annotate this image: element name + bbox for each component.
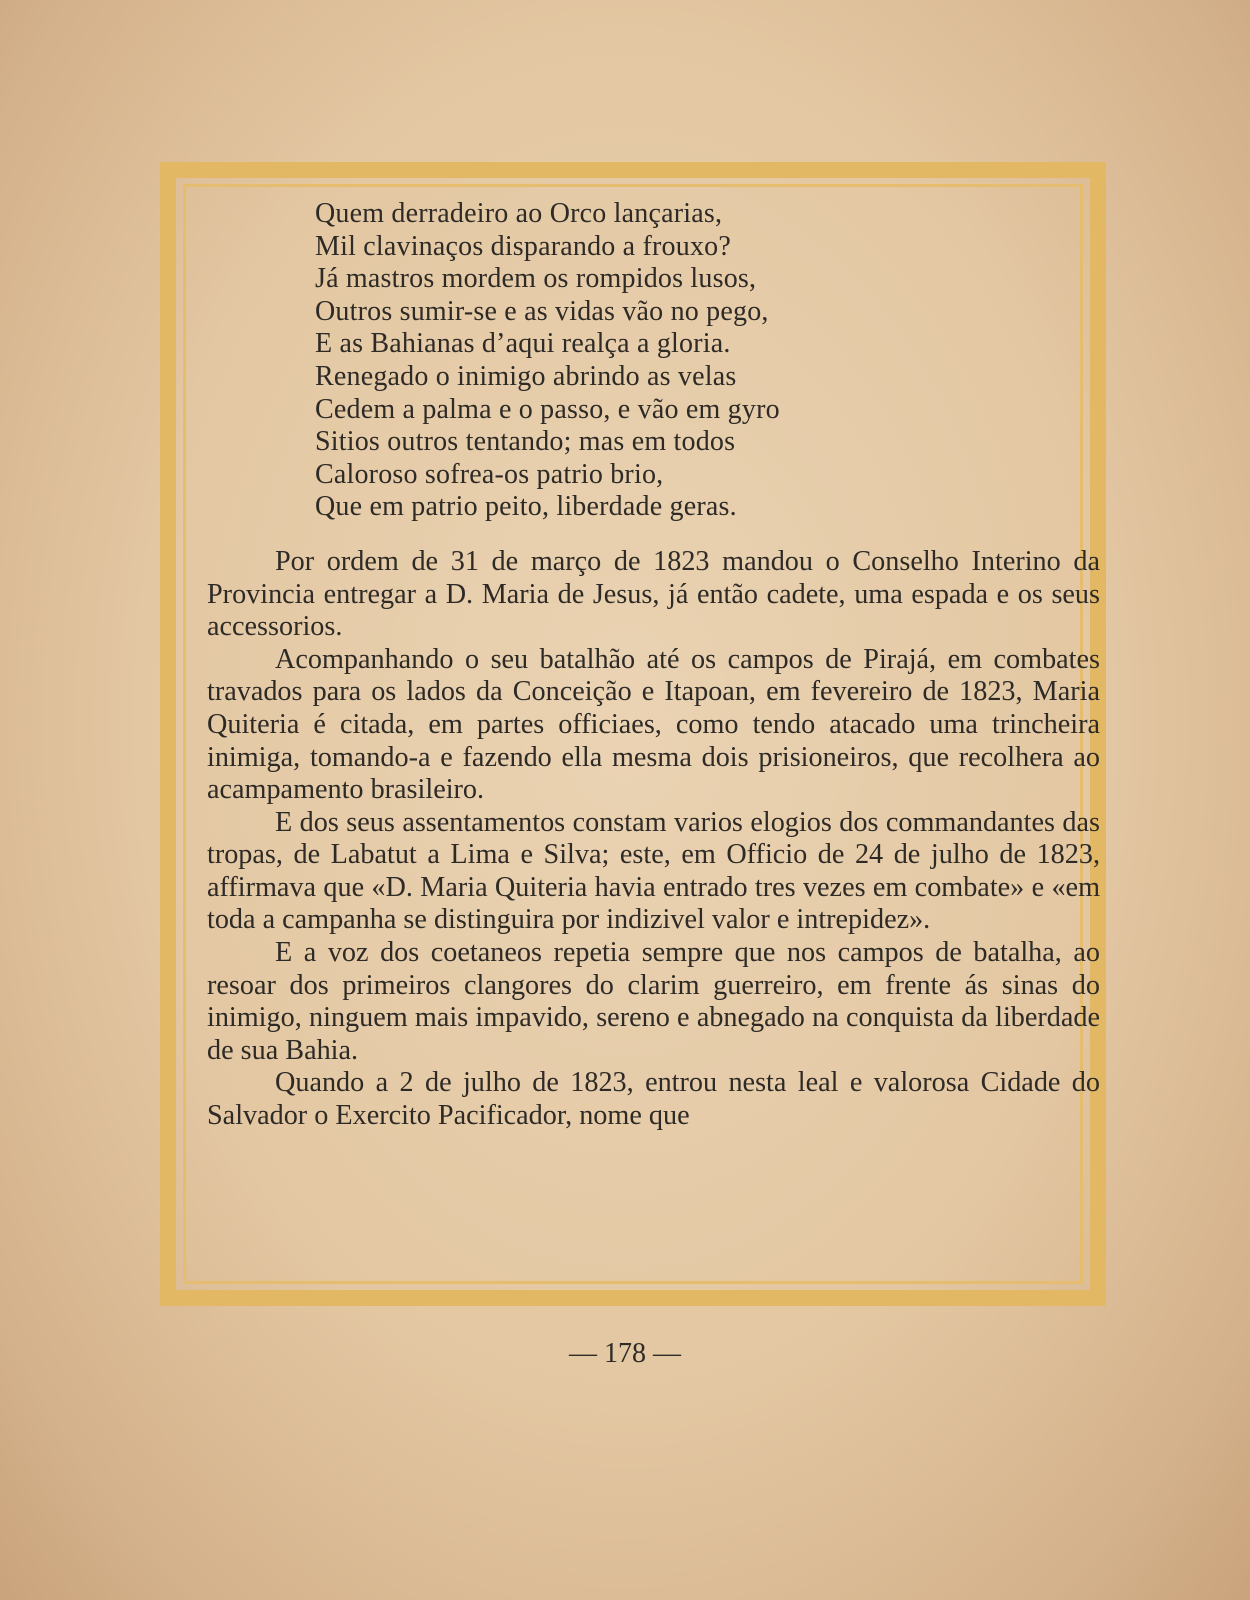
poem-line: Cedem a palma e o passo, e vão em gyro [315, 393, 780, 425]
poem-line: Outros sumir-se e as vidas vão no pego, [315, 295, 769, 327]
paragraph: Acompanhando o seu batalhão até os campos de Pirajá, em combates travados para os lados da Conceição e Itapoan, em fevereiro de 1823, Maria Quiteria é citada, em partes officiaes, como tendo atacado uma trincheira inimiga, tomando-a e fazendo ella mesma dois prisioneiros, que recolhera ao acampamento brasileiro. [207, 643, 1100, 806]
page-number: — 178 — [569, 1338, 681, 1369]
prose-body [207, 546, 1100, 1133]
poem-line: Já mastros mordem os rompidos lusos, [315, 263, 757, 295]
poem-line: Caloroso sofrea-os patrio brio, [315, 458, 664, 490]
paragraph: E a voz dos coetaneos repetia sempre que nos campos de batalha, ao resoar dos primeiros clangores do clarim guerreiro, em frente ás sinas do inimigo, ninguem mais impavido, sereno e abnegado na conquista da liberdade de sua Bahia. [207, 937, 1100, 1066]
page-text [207, 198, 1100, 1133]
paragraph: Por ordem de 31 de março de 1823 mandou o Conselho Interino da Provincia entregar a D. Maria de Jesus, já então cadete, uma espada e os seus accessorios. [207, 545, 1100, 643]
poem-line: Renegado o inimigo abrindo as velas [315, 360, 737, 392]
poem-line: Que em patrio peito, liberdade geras. [315, 491, 737, 523]
paragraph: Quando a 2 de julho de 1823, entrou nesta leal e valorosa Cidade do Salvador o Exercito Pacificador, nome que [207, 1067, 1100, 1132]
poem-line: Sitios outros tentando; mas em todos [315, 426, 736, 458]
poem-stanza [315, 198, 1100, 524]
poem-line: E as Bahianas d’aqui realça a gloria. [315, 328, 731, 360]
paragraph: E dos seus assentamentos constam varios elogios dos commandantes das tropas, de Labatut a Lima e Silva; este, em Officio de 24 de julho de 1823, affirmava que «D. Maria Quiteria havia entrado tres vezes em combate» e «em toda a campanha se distinguira por indizivel valor e intrepidez». [207, 806, 1100, 936]
poem-line: Quem derradeiro ao Orco lançarias, [315, 198, 723, 229]
poem-line: Mil clavinaços disparando a frouxo? [315, 230, 731, 262]
